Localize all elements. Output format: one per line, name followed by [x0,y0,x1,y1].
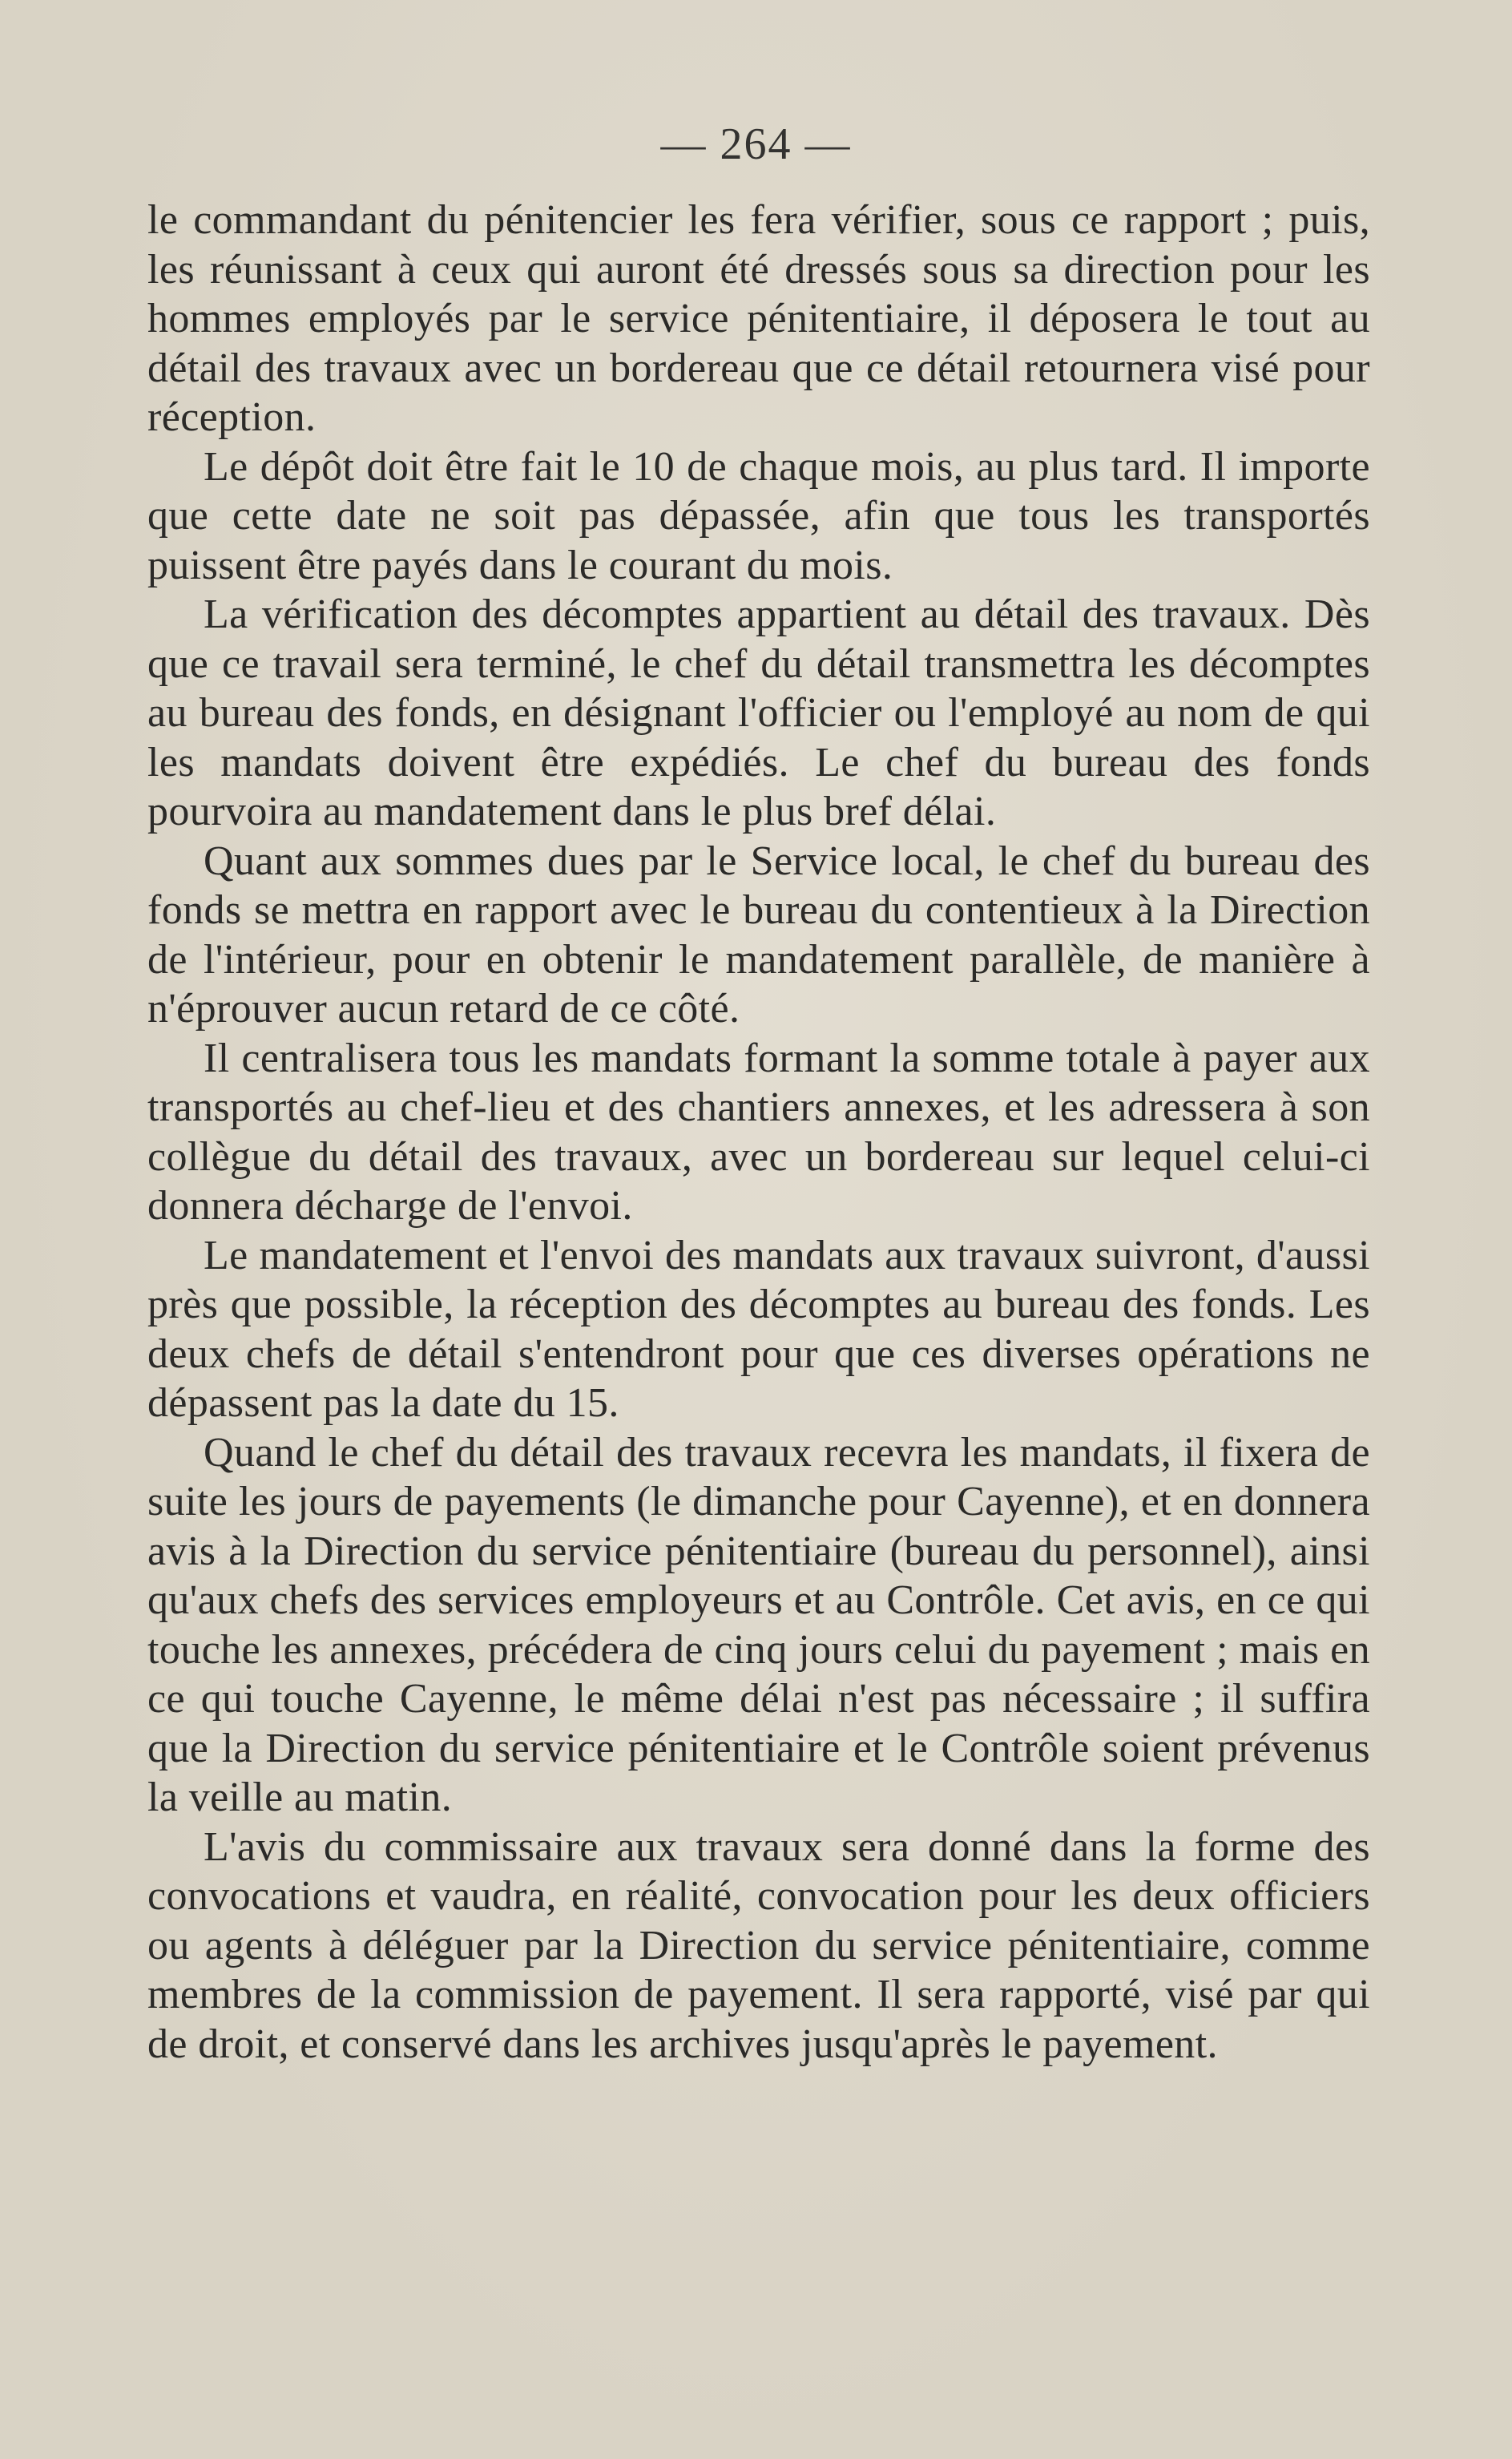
paragraph-1: le commandant du pénitencier les fera vérifier, sous ce rapport ; puis, les réunissant à ceux qui auront été dressés sous sa direction pour les hommes employés par le service pénitentiaire, il déposera le tout au détail des travaux avec un bordereau que ce détail retournera visé pour réception. [147,197,1370,440]
paragraph-5: Il centralisera tous les mandats formant la somme totale à payer aux transportés au chef-lieu et des chantiers annexes, et les adressera à son collègue du détail des travaux, avec un bordereau sur lequel celui-ci donnera décharge de l'envoi. [147,1035,1370,1229]
paragraph-3: La vérification des décomptes appartient au détail des travaux. Dès que ce travail sera terminé, le chef du détail transmettra les décomptes au bureau des fonds, en désignant l'officier ou l'employé au nom de qui les mandats doivent être expédiés. Le chef du bureau des fonds pourvoira au mandatement dans le plus bref délai. [147,592,1370,834]
paragraph-7: Quand le chef du détail des travaux recevra les mandats, il fixera de suite les jours de payements (le dimanche pour Cayenne), et en donnera avis à la Direction du service pénitentiaire (bureau du personnel), ainsi qu'aux chefs des services employeurs et au Contrôle. Cet avis, en ce qui touche les annexes, précédera de cinq jours celui du payement ; mais en ce qui touche Cayenne, le même délai n'est pas nécessaire ; il suffira que la Direction du service pénitentiaire et le Contrôle soient prévenus la veille au matin. [147,1429,1370,1820]
paragraph-6: Le mandatement et l'envoi des mandats aux travaux suivront, d'aussi près que possible, la réception des décomptes au bureau des fonds. Les deux chefs de détail s'entendront pour que ces diverses opérations ne dépassent pas la date du 15. [147,1232,1370,1426]
body-text [147,196,1370,2069]
paragraph-8: L'avis du commissaire aux travaux sera donné dans la forme des convocations et vaudra, en réalité, convocation pour les deux officiers ou agents à déléguer par la Direction du service pénitentiaire, comme membres de la commission de payement. Il sera rapporté, visé par qui de droit, et conservé dans les archives jusqu'après le payement. [147,1823,1370,2067]
paragraph-4: Quant aux sommes dues par le Service local, le chef du bureau des fonds se mettra en rapport avec le bureau du contentieux à la Direction de l'intérieur, pour en obtenir le mandatement parallèle, de manière à n'éprouver aucun retard de ce côté. [147,838,1370,1032]
page-number: — 264 — [660,119,852,169]
paragraph-2: Le dépôt doit être fait le 10 de chaque mois, au plus tard. Il importe que cette date ne soit pas dépassée, afin que tous les transportés puissent être payés dans le courant du mois. [147,443,1370,588]
